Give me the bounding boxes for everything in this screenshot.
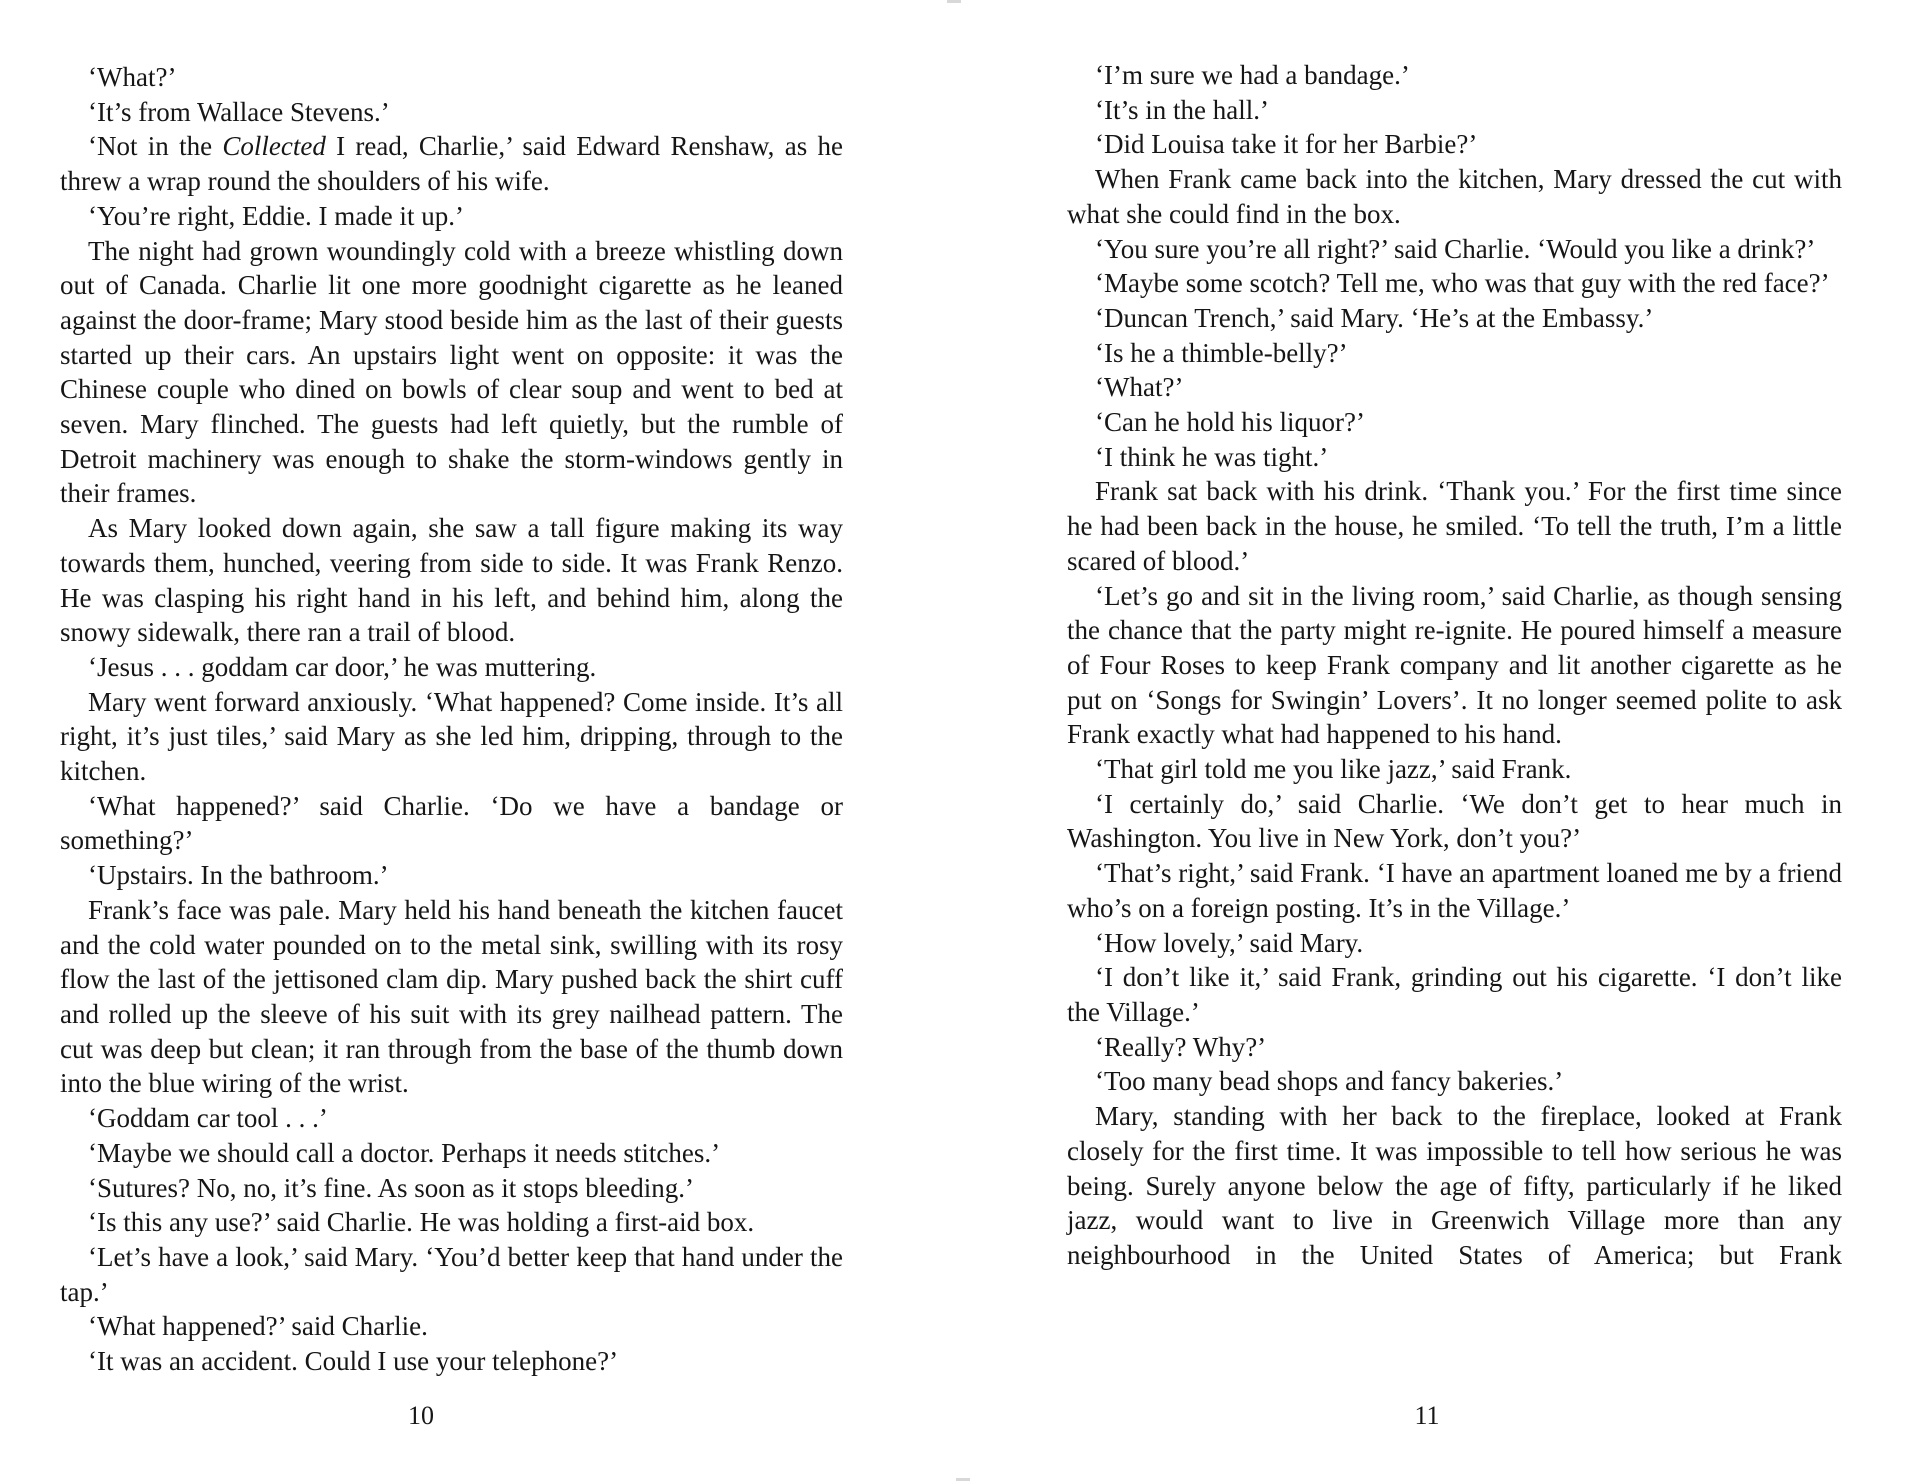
paragraph: ‘I don’t like it,’ said Frank, grinding out his cigarette. ‘I don’t like the Village.’ (1067, 962, 1842, 1027)
paragraph: ‘Is this any use?’ said Charlie. He was holding a first-aid box. (88, 1207, 755, 1238)
paragraph: ‘Sutures? No, no, it’s fine. As soon as it stops bleeding.’ (88, 1172, 694, 1203)
paragraph: ‘What?’ (1095, 372, 1184, 403)
paragraph: ‘Jesus . . . goddam car door,’ he was muttering. (88, 651, 597, 682)
paragraph: ‘It’s in the hall.’ (1095, 94, 1269, 125)
left-page (60, 0, 843, 1481)
paragraph: Mary went forward anxiously. ‘What happened? Come inside. It’s all right, it’s just tiles,’ said Mary as she led him, dripping, through to the kitchen. (60, 686, 843, 787)
paragraph: ‘Is he a thimble-belly?’ (1095, 337, 1348, 368)
paragraph: ‘That girl told me you like jazz,’ said Frank. (1095, 754, 1572, 785)
paragraph: ‘Upstairs. In the bathroom.’ (88, 860, 389, 891)
paragraph: ‘Let’s have a look,’ said Mary. ‘You’d better keep that hand under the tap.’ (60, 1241, 843, 1307)
paragraph: ‘You sure you’re all right?’ said Charlie. ‘Would you like a drink?’ (1095, 233, 1816, 264)
paragraph: ‘Maybe some scotch? Tell me, who was that guy with the red face?’ (1095, 268, 1830, 299)
paragraph: ‘I’m sure we had a bandage.’ (1095, 60, 1410, 90)
paragraph: Frank’s face was pale. Mary held his hand beneath the kitchen faucet and the cold water pounded on to the metal sink, swilling with its rosy flow the last of the jettisoned clam dip. Mary pushed back the shirt cuff and rolled up the sleeve of his suit with its grey nailhead pattern. The cut was deep but clean; it ran through from the base of the thumb down into the blue wiring of the wrist. (60, 894, 843, 1099)
paragraph: The night had grown woundingly cold with a breeze whistling down out of Canada. Charlie lit one more goodnight cigarette as he leaned against the door-frame; Mary stood beside him as the last of their guests started up their cars. An upstairs light went on opposite: it was the Chinese couple who dined on bowls of clear soup and went to bed at seven. Mary flinched. The guests had left quietly, but the rumble of Detroit machinery was enough to shake the storm-windows gently in their frames. (60, 235, 843, 509)
paragraph: ‘Goddam car tool . . .’ (88, 1103, 328, 1134)
left-page-text (60, 60, 843, 1379)
paragraph: ‘Maybe we should call a doctor. Perhaps it needs stitches.’ (88, 1137, 721, 1168)
book-title-italic: Collected (222, 131, 326, 162)
paragraph: ‘Duncan Trench,’ said Mary. ‘He’s at the Embassy.’ (1095, 302, 1654, 333)
paragraph: ‘It’s from Wallace Stevens.’ (88, 96, 390, 127)
paragraph: ‘What?’ (88, 62, 177, 92)
paragraph: Frank sat back with his drink. ‘Thank you.’ For the first time since he had been back in the house, he smiled. ‘To tell the truth, I’m a little scared of blood.’ (1067, 476, 1842, 576)
paragraph: ‘What happened?’ said Charlie. ‘Do we have a bandage or something?’ (60, 790, 843, 856)
paragraph: ‘What happened?’ said Charlie. (88, 1311, 428, 1342)
paragraph: ‘Too many bead shops and fancy bakeries.’ (1095, 1066, 1564, 1097)
paragraph: ‘Can he hold his liquor?’ (1095, 407, 1365, 438)
gutter-mark-top (947, 0, 961, 3)
paragraph: ‘Did Louisa take it for her Barbie?’ (1095, 129, 1478, 160)
paragraph: ‘It was an accident. Could I use your telephone?’ (88, 1346, 619, 1377)
paragraph: ‘I certainly do,’ said Charlie. ‘We don’t get to hear much in Washington. You live in New York, don’t you?’ (1067, 788, 1842, 854)
paragraph: ‘Not in the Collected I read, Charlie,’ said Edward Renshaw, as he threw a wrap round the shoulders of his wife. (60, 131, 843, 197)
paragraph: ‘Let’s go and sit in the living room,’ said Charlie, as though sensing the chance that the party might re-ignite. He poured himself a measure of Four Roses to keep Frank company and lit another cigarette as he put on ‘Songs for Swingin’ Lovers’. It no longer seemed polite to ask Frank exactly what had happened to his hand. (1067, 580, 1842, 750)
paragraph: ‘You’re right, Eddie. I made it up.’ (88, 200, 464, 231)
paragraph: As Mary looked down again, she saw a tall figure making its way towards them, hunched, veering from side to side. It was Frank Renzo. He was clasping his right hand in his left, and behind him, along the snowy sidewalk, there ran a trail of blood. (60, 513, 843, 648)
paragraph: ‘How lovely,’ said Mary. (1095, 927, 1364, 958)
paragraph: ‘Really? Why?’ (1095, 1031, 1267, 1062)
right-page-text (1067, 58, 1842, 1273)
paragraph: When Frank came back into the kitchen, Mary dressed the cut with what she could find in the box. (1067, 164, 1842, 229)
paragraph: ‘That’s right,’ said Frank. ‘I have an apartment loaned me by a friend who’s on a foreign posting. It’s in the Village.’ (1067, 858, 1842, 923)
paragraph: ‘I think he was tight.’ (1095, 441, 1329, 472)
right-page (1067, 0, 1842, 1481)
paragraph: Mary, standing with her back to the fireplace, looked at Frank closely for the first time. It was impossible to tell how serious he was being. Surely anyone below the age of fifty, particularly if he liked jazz, would want to live in Greenwich Village more than any neighbourhood in the United States of America; but Frank (1067, 1101, 1842, 1270)
page-number: 11 (1414, 1401, 1440, 1430)
page-number: 10 (408, 1401, 434, 1430)
